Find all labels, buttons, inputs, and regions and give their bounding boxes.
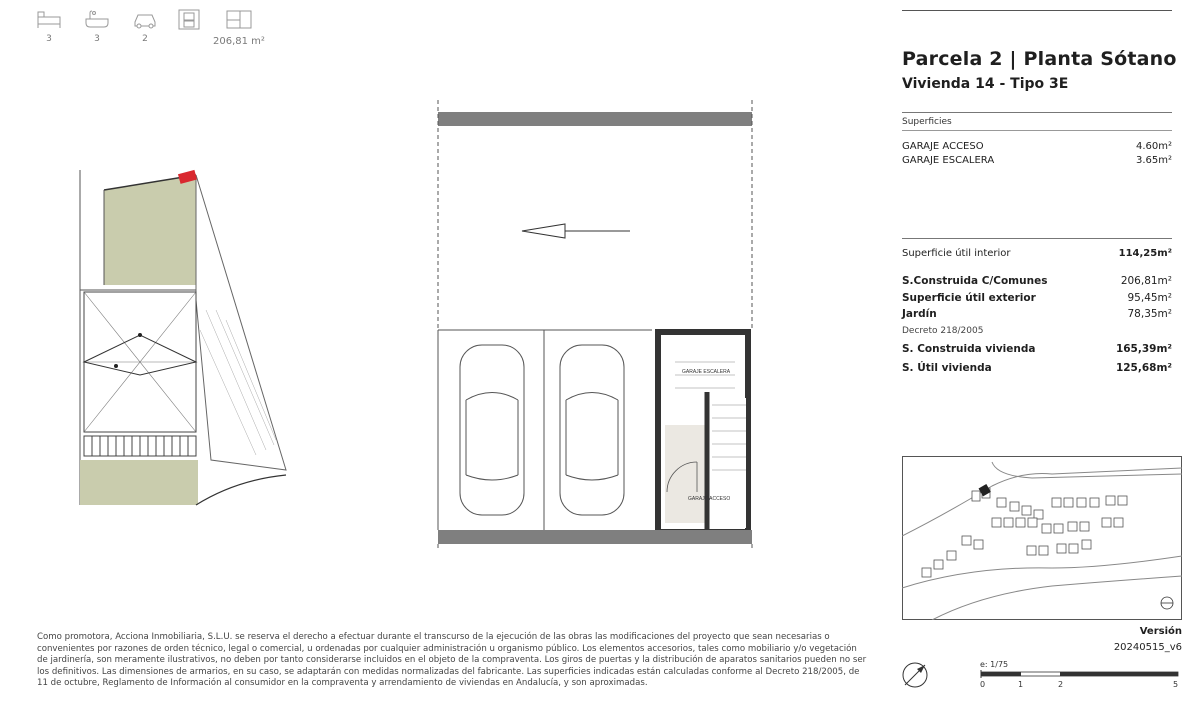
north-arrow-icon — [900, 660, 930, 690]
decreto-note: Decreto 218/2005 — [902, 326, 984, 336]
exterior-row — [902, 292, 1172, 304]
version-value: 20240515_v6 — [1113, 642, 1182, 653]
superficie-row — [902, 155, 1172, 166]
jardin-value: 78,35m² — [1127, 308, 1172, 320]
superficie-label: GARAJE ESCALERA — [902, 155, 995, 166]
car-icon — [128, 8, 162, 30]
util-vivienda-label: S. Útil vivienda — [902, 362, 992, 374]
bathroom-count: 3 — [94, 34, 100, 44]
car-left — [460, 345, 524, 515]
superficie-value: 3.65m² — [1135, 155, 1172, 166]
construida-row — [902, 275, 1172, 287]
total-area: 206,81 m² — [213, 36, 265, 47]
bedroom-icon — [32, 8, 66, 30]
jardin-row — [902, 308, 1172, 320]
scale-tick: 5 — [1173, 680, 1179, 689]
util-vivienda-row — [902, 362, 1172, 374]
construida-label: S.Construida C/Comunes — [902, 275, 1048, 287]
interior-row — [902, 248, 1172, 259]
page-title: Parcela 2 | Planta Sótano — [902, 48, 1177, 70]
page-subtitle: Vivienda 14 - Tipo 3E — [902, 76, 1069, 92]
storage-box-icon — [172, 8, 206, 30]
superficie-value: 4.60m² — [1135, 141, 1172, 152]
section-rule-1 — [902, 112, 1172, 113]
interior-value: 114,25m² — [1118, 248, 1172, 259]
superficies-heading: Superficies — [902, 117, 952, 127]
construida-vivienda-label: S. Construida vivienda — [902, 343, 1036, 355]
site-plan-left — [76, 160, 292, 520]
bathroom-icon — [80, 8, 114, 30]
garaje-acceso-label: GARAJE ACCESO — [688, 496, 731, 502]
construida-value: 206,81m² — [1120, 275, 1172, 287]
interior-label: Superficie útil interior — [902, 248, 1011, 259]
jardin-label: Jardín — [902, 308, 937, 320]
car-count: 2 — [142, 34, 148, 44]
construida-vivienda-value: 165,39m² — [1115, 343, 1172, 355]
section-rule-2 — [902, 130, 1172, 131]
scale-tick: 2 — [1058, 680, 1064, 689]
bedroom-count: 3 — [46, 34, 52, 44]
util-vivienda-value: 125,68m² — [1115, 362, 1172, 374]
car-right — [560, 345, 624, 515]
garage-floor-plan — [430, 100, 760, 550]
section-rule-3 — [902, 238, 1172, 239]
superficie-row — [902, 141, 1172, 152]
location-key-plan — [902, 456, 1182, 620]
scale-tick: 0 — [980, 680, 986, 689]
superficie-label: GARAJE ACCESO — [902, 141, 984, 152]
scale-tick: 1 — [1018, 680, 1024, 689]
construida-vivienda-row — [902, 343, 1172, 355]
exterior-label: Superficie útil exterior — [902, 292, 1036, 304]
scale-label: e: 1/75 — [980, 660, 1009, 669]
scale-bar — [980, 668, 1180, 680]
garaje-escalera-label: GARAJE ESCALERA — [682, 369, 731, 375]
version-label: Versión — [1139, 626, 1182, 637]
floor-area-icon — [222, 8, 256, 30]
top-rule — [902, 10, 1172, 11]
legal-disclaimer: Como promotora, Acciona Inmobiliaria, S.L.U. se reserva el derecho a efectuar durante el transcurso de la ejecución de las obras las modificaciones del proyecto que sean necesarias o convenientes por razones de orden técnico, legal o comercial, u ordenadas por cualquier administración u organismo público. Los elementos accesorios, tales como mobiliario y/o vegetación de jardinería, son meramente ilustrativos, no deben por tanto considerarse incluidos en el objeto de la compraventa. Los giros de puertas y la distribución de aparatos sanitarios pueden no ser los definitivos. Las dimensiones de armarios, en su caso, se adaptarán con medidas normalizadas del fabricante. Las superficies indicadas están calculadas conforme al Decreto 218/2005, de 11 de octubre, Reglamento de Información al consumidor en la compraventa y arrendamiento de viviendas en Andalucía, y son aproximadas. — [37, 632, 867, 689]
exterior-value: 95,45m² — [1127, 292, 1172, 304]
